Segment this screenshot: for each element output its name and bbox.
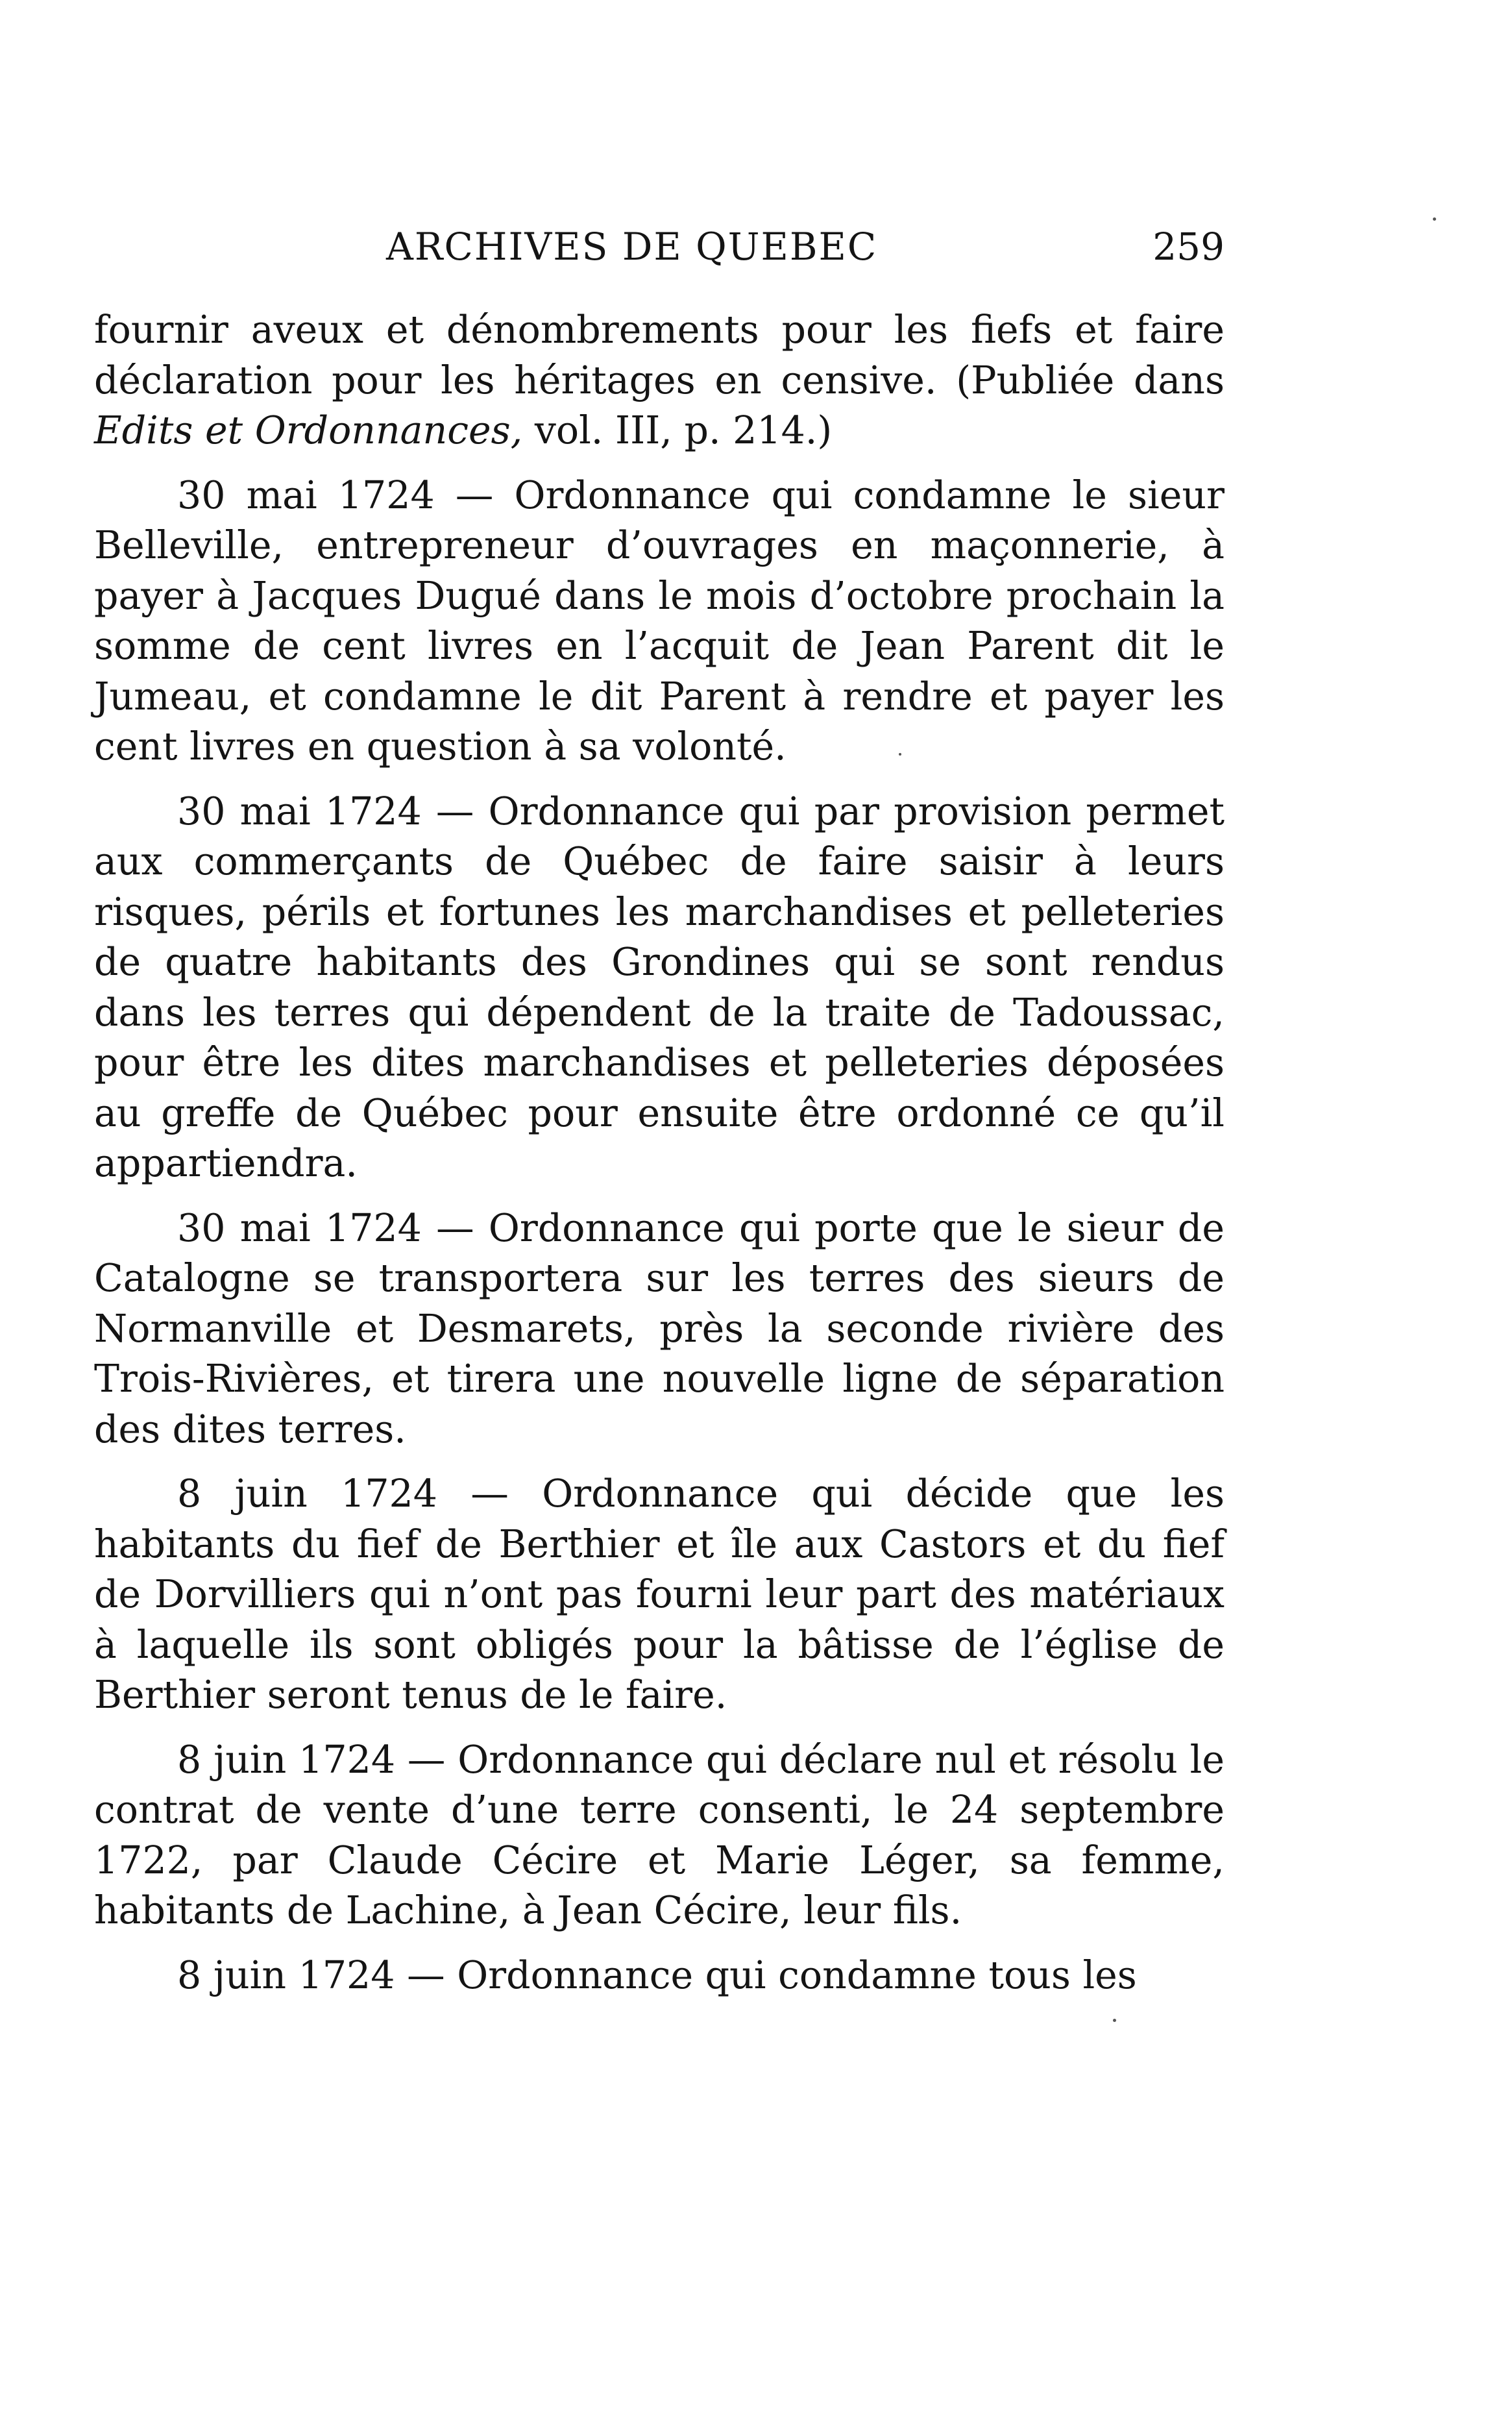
entry-text: — Ordonnance qui par provision permet aux commerçants de Québec de faire saisir à leurs risques, périls et fortunes les marchandises et pelleteries de quatre habitants des Grondines qui se sont rendus dans les terres qui dépendent de la traite de Tadoussac, pour être les dites marchandises et pelleteries déposées au greffe de Québec pour ensuite être ordonné ce qu’il appartiendra. — [94, 789, 1225, 1185]
page-number: 259 — [1152, 225, 1225, 269]
paragraph-text: fournir aveux et dénombrements pour les fiefs et faire déclaration pour les héritages en censive. (Publiée dans — [94, 308, 1225, 402]
entry-text: — Ordonnance qui décide que les habitants du fief de Berthier et île aux Castors et du fief de Dorvilliers qui n’ont pas fourni leur part des matériaux à laquelle ils sont obligés pour la bâtisse de l’église de Berthier seront tenus de le faire. — [94, 1472, 1225, 1717]
entry-date: 8 juin 1724 — [177, 1737, 396, 1782]
scan-speck — [899, 753, 901, 756]
body-text — [94, 305, 1225, 2015]
entry-text: — Ordonnance qui condamne le sieur Belleville, entrepreneur d’ouvrages en maçonnerie, à payer à Jacques Dugué dans le mois d’octobre prochain la somme de cent livres en l’acquit de Jean Parent dit le Jumeau, et condamne le dit Parent à rendre et payer les cent livres en question à sa volonté. — [94, 473, 1225, 769]
entry-text: — Ordonnance qui condamne tous les — [395, 1953, 1137, 1997]
ordinance-entry — [94, 1735, 1225, 1936]
ordinance-entry — [94, 1469, 1225, 1721]
entry-date: 8 juin 1724 — [177, 1472, 437, 1516]
ordinance-entry — [94, 787, 1225, 1189]
entry-date: 30 mai 1724 — [177, 789, 422, 833]
entry-text: — Ordonnance qui déclare nul et résolu le contrat de vente d’une terre consenti, le 24 septembre 1722, par Claude Cécire et Marie Léger, sa femme, habitants de Lachine, à Jean Cécire, leur fils. — [94, 1737, 1225, 1932]
entry-date: 30 mai 1724 — [177, 473, 435, 517]
scan-speck — [1433, 217, 1436, 221]
entry-text: — Ordonnance qui porte que le sieur de Catalogne se transportera sur les terres des sieurs de Normanville et Desmarets, près la seconde rivière des Trois-Rivières, et tirera une nouvelle ligne de séparation des dites terres. — [94, 1205, 1225, 1451]
running-title: ARCHIVES DE QUEBEC — [386, 225, 878, 269]
page-header — [94, 217, 1225, 276]
ordinance-entry — [94, 1203, 1225, 1455]
ordinance-entry — [94, 1951, 1225, 2001]
entry-date: 8 juin 1724 — [177, 1953, 395, 1997]
paragraph-continuation — [94, 305, 1225, 456]
ordinance-entry — [94, 471, 1225, 772]
scan-speck — [1113, 2019, 1116, 2022]
publication-title: Edits et Ordonnances, — [94, 408, 523, 452]
paragraph-text: vol. III, p. 214.) — [522, 408, 833, 452]
entry-date: 30 mai 1724 — [177, 1205, 422, 1250]
